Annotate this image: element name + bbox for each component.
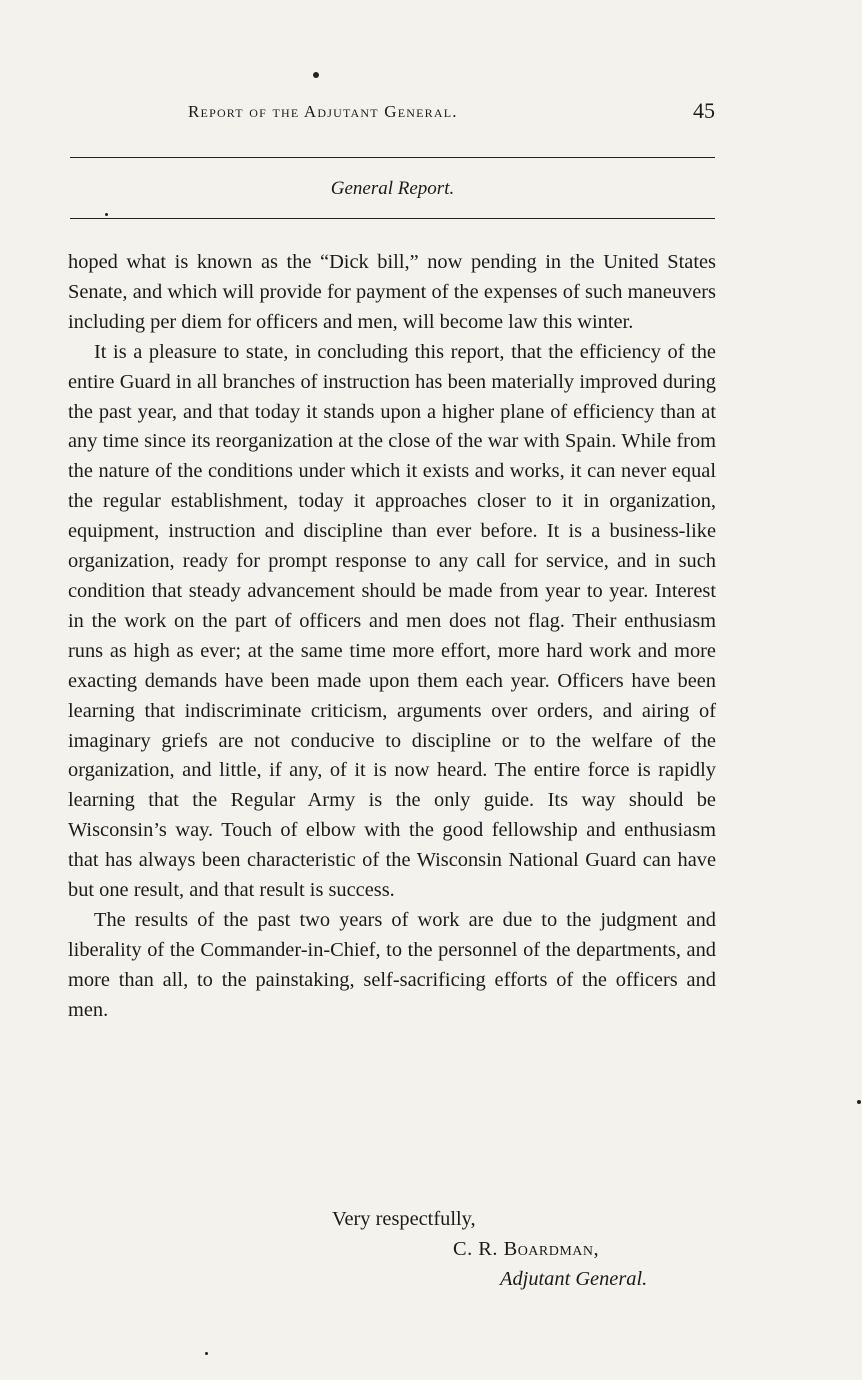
body-text: [68, 248, 716, 1026]
closing-block: [0, 1208, 862, 1328]
paragraph-results: The results of the past two years of work are due to the judgment and liberality of the Commander-in-Chief, to the personnel of the departments, and more than all, to the painstaking, self-sacrificing efforts of the officers and men.: [68, 908, 716, 1021]
running-header: [70, 96, 715, 136]
ink-speck: [857, 1100, 861, 1104]
page-number: 45: [693, 98, 715, 123]
paragraph-efficiency: It is a pleasure to state, in concluding this report, that the efficiency of the entire Guard in all branches of instruction has been materially improved during the past year, and that today it stands upon a higher plane of efficiency than at any time since its reorganization at the close of the war with Spain. While from the nature of the conditions under which it exists and works, it can never equal the regular establishment, today it approaches closer to it in organization, equipment, instruction and discipline than ever before. It is a business-like organization, ready for prompt response to any call for service, and in such condition that steady advancement should be made from year to year. Interest in the work on the part of officers and men does not flag. Their enthusiasm runs as high as ever; at the same time more effort, more hard work and more exacting demands have been made upon them each year. Officers have been learning that indiscriminate criticism, arguments over orders, and airing of imaginary griefs are not conducive to discipline or to the welfare of the organization, and little, if any, of it is now heard. The entire force is rapidly learning that the Regular Army is the only guide. Its way should be Wisconsin’s way. Touch of elbow with the good fellowship and enthusiasm that has always been characteristic of the Wisconsin National Guard can have but one result, and that result is success.: [68, 340, 716, 902]
section-heading: General Report.: [330, 178, 455, 199]
ink-speck: [313, 72, 319, 78]
signer-name: C. R. Boardman,: [453, 1238, 600, 1260]
running-title: Report of the Adjutant General.: [188, 102, 458, 121]
ink-speck: [205, 1352, 208, 1355]
salutation: Very respectfully,: [332, 1208, 476, 1230]
ink-speck: [105, 213, 108, 216]
header-rule-bottom: [70, 218, 715, 219]
signer-title: Adjutant General.: [500, 1268, 648, 1290]
header-rule-top: [70, 157, 715, 158]
paragraph-continued: hoped what is known as the “Dick bill,” now pending in the United States Senate, and which will provide for payment of the expenses of such maneuvers including per diem for officers and men, will become law this winter.: [68, 251, 716, 333]
